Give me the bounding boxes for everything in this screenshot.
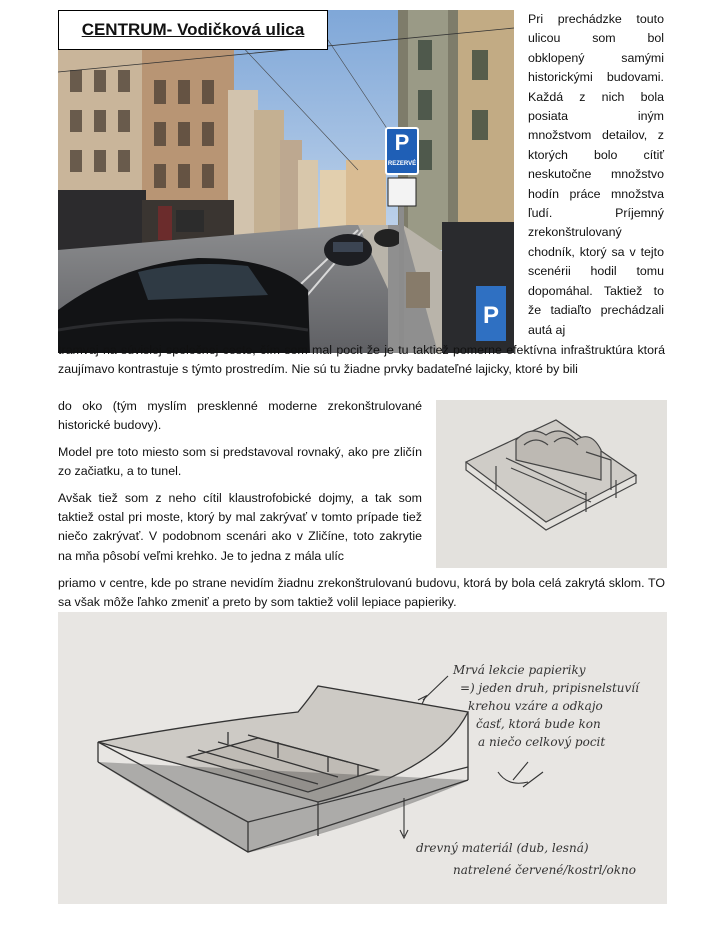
note-bottom-line-2: natrelené červené/kostrl/okno	[453, 863, 636, 877]
parking-meter-letter: P	[482, 302, 499, 329]
street-photo	[58, 10, 514, 353]
title-box	[58, 10, 328, 50]
wide-paragraph: tramvaj na súvislej spoločnej ceste, čím som mal pocit že je tu taktiež pomerne efektívna infraštruktúra ktorá zaujímavo kontrastuje s týmto prostredím. Nie sú tu žiadne prvky badateľné lajicky, ktoré by bili	[58, 343, 665, 377]
parking-sign-label: REZERVÉ	[387, 161, 417, 167]
bridge-sketch-large	[58, 612, 667, 904]
continuation-text	[58, 574, 665, 613]
side-paragraph: Pri prechádzke touto ulicou som bol obklopený samými historickými budovami. Každá z nich bola posiata iným množstvom detailov, z ktorých bolo cítiť neskutočne množstvo hodín práce množstva ľudí. Príjemný zrekonštrulovaný chodník, ktorý sa v tejto scenérii hodil tomu dopomáhal. Taktiež to že tadiaľto prechádzali autá aj	[528, 12, 664, 337]
paragraph-2: Model pre toto miesto som si predstavoval rovnaký, ako pre zličín zo začiatku, a to tunel.	[58, 444, 422, 479]
wide-text-block	[58, 341, 665, 380]
note-top-line-2: =) jeden druh, pripisnelstuvíí	[460, 681, 639, 695]
street-photo-illustration	[58, 10, 514, 353]
paragraph-3: Avšak tiež som z neho cítil klaustrofobické dojmy, a tak som taktiež ostal pri moste, ktorý by mal zakrývať v tomto prípade tiež niečo zakrývať. V podobnom scenári ako v Zličíne, toto zakrytie na mňa pôsobí veľmi krehko. Je to jedna z mála ulíc	[58, 490, 422, 563]
continuation-paragraph: priamo v centre, kde po strane nevidím žiadnu zrekonštrulovanú budovu, ktorá by bola celá zakrytá sklom. TO sa však môže ľahko zmeniť a preto by som taktiež volil lepiace papieriky.	[58, 576, 665, 610]
note-bottom-line-1: drevný materiál (dub, lesná)	[416, 841, 589, 855]
note-top-line-4: časť, ktorá bude kon	[476, 717, 601, 731]
note-top-line-1: Mrvá lekcie papieriky	[453, 663, 586, 677]
tunnel-sketch-drawing	[436, 400, 667, 568]
middle-column	[58, 397, 422, 573]
page-title: CENTRUM- Vodičková ulica	[81, 20, 305, 39]
side-column	[528, 10, 664, 340]
parking-sign-letter: P	[394, 130, 410, 155]
tunnel-sketch-small	[436, 400, 667, 568]
note-top-line-5: a niečo celkový pocit	[478, 735, 606, 749]
paragraph-1: do oko (tým myslím presklenné moderne zrekonštrulované historické budovy).	[58, 399, 422, 433]
bridge-sketch-drawing	[58, 612, 667, 904]
note-top-line-3: krehou vzáre a odkajo	[468, 699, 603, 713]
